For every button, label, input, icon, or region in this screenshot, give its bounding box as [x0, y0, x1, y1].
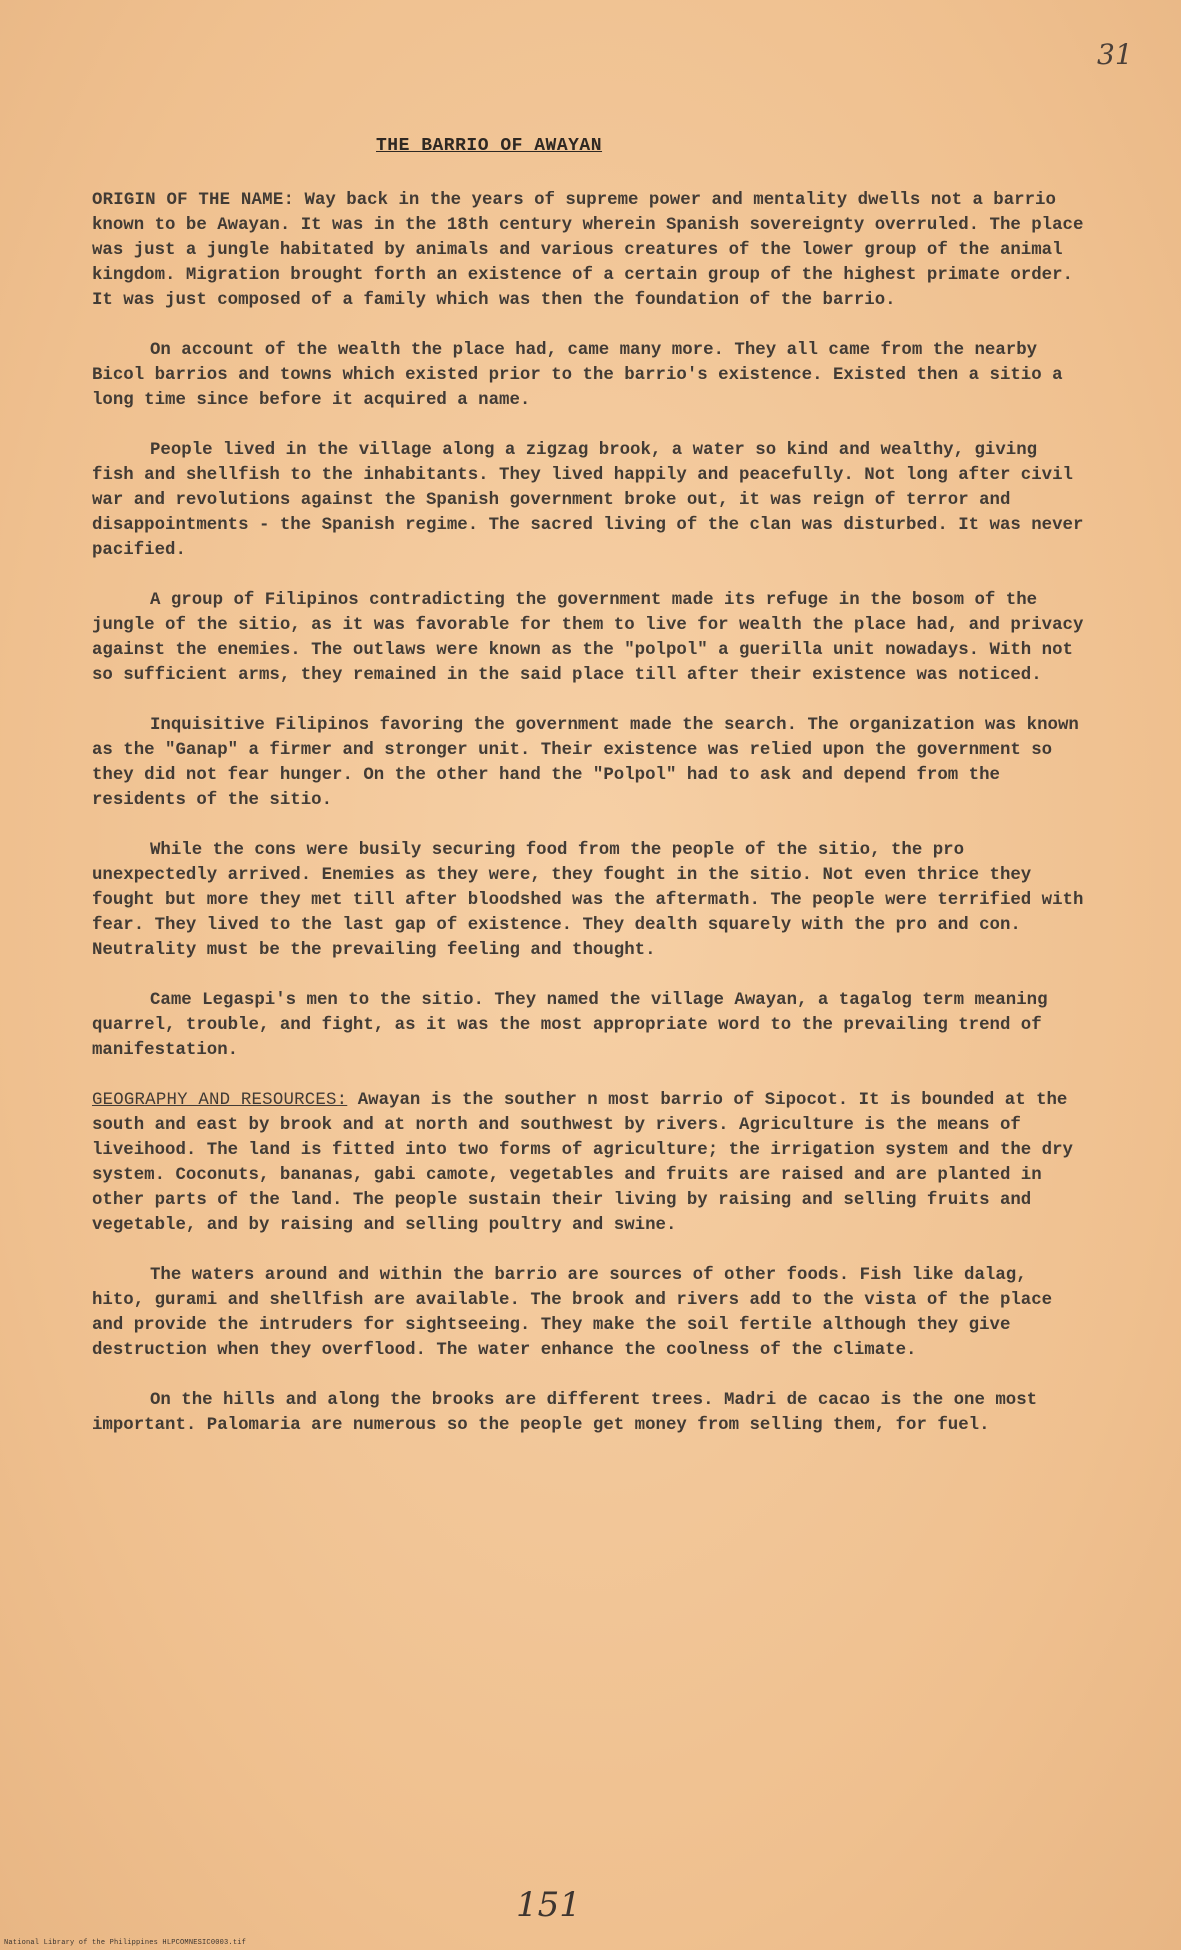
paragraph	[92, 1388, 1088, 1438]
paragraph-text: Awayan is the souther n most barrio of Sipocot. It is bounded at the south and east by brook and at north and southwest by rivers. Agriculture is the means of liveihood. The land is fitted into two forms of agriculture; the irrigation system and the dry system. Coconuts, bananas, gabi camote, vegetables and fruits are raised and are planted in other parts of the land. The people sustain their living by raising and selling fruits and vegetable, and by raising and selling poultry and swine.	[92, 1091, 1073, 1235]
paragraph	[92, 1263, 1088, 1363]
paragraph-text: A group of Filipinos contradicting the government made its refuge in the bosom of the jungle of the sitio, as it was favorable for them to live for wealth the place had, and privacy against the enemies. The outlaws were known as the "polpol" a guerilla unit nowadays. With not so sufficient arms, they remained in the said place till after their existence was noticed.	[92, 591, 1084, 685]
document-body	[92, 188, 1088, 1463]
page-number: 31	[1097, 38, 1133, 71]
paragraph	[92, 988, 1088, 1063]
paragraph-text: People lived in the village along a zigzag brook, a water so kind and wealthy, giving fish and shellfish to the inhabitants. They lived happily and peacefully. Not long after civil war and revolutions against the Spanish government broke out, it was reign of terror and disappointments - the Spanish regime. The sacred living of the clan was disturbed. It was never pacified.	[92, 441, 1084, 560]
paragraph	[92, 438, 1088, 563]
paragraph-text: Came Legaspi's men to the sitio. They named the village Awayan, a tagalog term meaning quarrel, trouble, and fight, as it was the most appropriate word to the prevailing trend of manifestation.	[92, 991, 1048, 1060]
paragraph	[92, 338, 1088, 413]
section-heading-geography: GEOGRAPHY AND RESOURCES:	[92, 1091, 348, 1110]
paragraph-geography	[92, 1088, 1088, 1238]
paragraph	[92, 713, 1088, 813]
document-title: THE BARRIO OF AWAYAN	[376, 136, 603, 156]
paragraph-text: On account of the wealth the place had, came many more. They all came from the nearby Bicol barrios and towns which existed prior to the barrio's existence. Existed then a sitio a long time since before it acquired a name.	[92, 341, 1063, 410]
paragraph-origin	[92, 188, 1088, 313]
paragraph-text: Way back in the years of supreme power and mentality dwells not a barrio known to be Awayan. It was in the 18th century wherein Spanish sovereignty overruled. The place was just a jungle habitated by animals and various creatures of the lower group of the animal kingdom. Migration brought forth an existence of a certain group of the highest primate order. It was just composed of a family which was then the foundation of the barrio.	[92, 191, 1084, 310]
footer-page-number: 151	[516, 1885, 581, 1925]
paragraph	[92, 838, 1088, 963]
paragraph-text: The waters around and within the barrio are sources of other foods. Fish like dalag, hito, gurami and shellfish are available. The brook and rivers add to the vista of the place and provide the intruders for sightseeing. They make the soil fertile although they give destruction when they overflood. The water enhance the coolness of the climate.	[92, 1266, 1053, 1360]
paragraph-text: On the hills and along the brooks are different trees. Madri de cacao is the one most important. Palomaria are numerous so the people get money from selling them, for fuel.	[92, 1391, 1038, 1435]
paragraph-text: While the cons were busily securing food from the people of the sitio, the pro unexpectedly arrived. Enemies as they were, they fought in the sitio. Not even thrice they fought but more they met till after bloodshed was the aftermath. The people were terrified with fear. They lived to the last gap of existence. They dealth squarely with the pro and con. Neutrality must be the prevailing feeling and thought.	[92, 841, 1084, 960]
paragraph	[92, 588, 1088, 688]
paragraph-text: Inquisitive Filipinos favoring the government made the search. The organization was known as the "Ganap" a firmer and stronger unit. Their existence was relied upon the government so they did not fear hunger. On the other hand the "Polpol" had to ask and depend from the residents of the sitio.	[92, 716, 1079, 810]
section-heading-origin: ORIGIN OF THE NAME:	[92, 191, 295, 210]
archive-label: National Library of the Philippines HLPCOMNESIC0003.tif	[4, 1939, 247, 1947]
